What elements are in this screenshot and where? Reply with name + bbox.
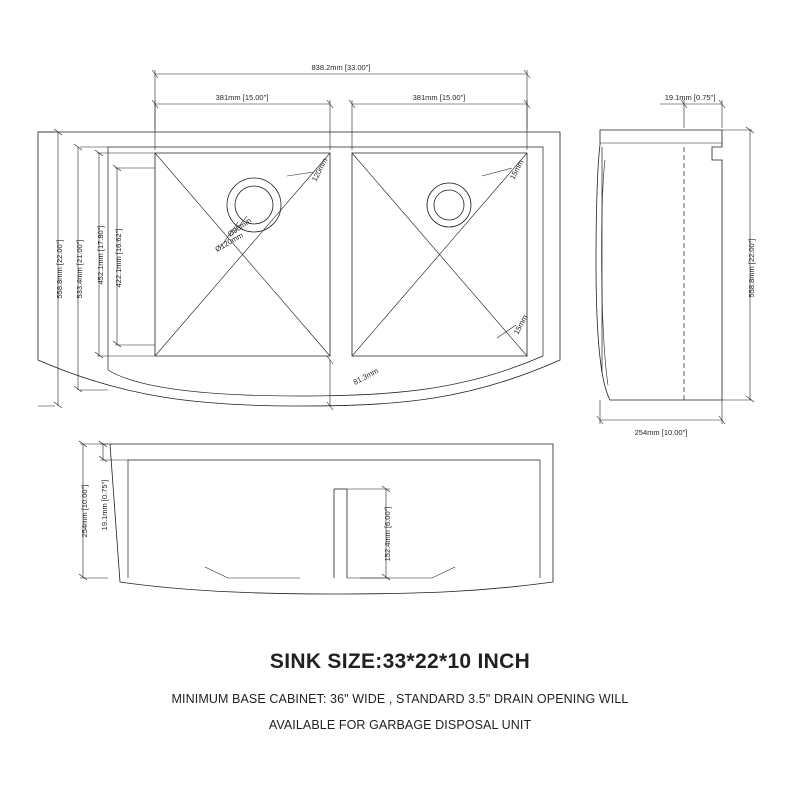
- dim-bowl-right-width: 381mm [15.00"]: [412, 93, 466, 102]
- dim-corner-radius-right-top: 15mm: [507, 158, 526, 181]
- dim-front-height: 254mm [10.00"]: [80, 484, 89, 538]
- side-view-dimensions: [597, 100, 754, 424]
- dim-corner-radius-right-bottom: 15mm: [511, 313, 530, 336]
- dimension-labels: [55, 63, 756, 561]
- caption-line-2: AVAILABLE FOR GARBAGE DISPOSAL UNIT: [268, 718, 532, 732]
- dim-overall-depth: 558.8mm [22.00"]: [55, 239, 64, 299]
- dim-front-rim-thickness: 19.1mm [0.75"]: [100, 479, 109, 531]
- caption-line-1: MINIMUM BASE CABINET: 36" WIDE , STANDARD 3.5" DRAIN OPENING WILL: [171, 692, 629, 706]
- dim-depth-4: 422.1mm [16.62"]: [114, 228, 123, 288]
- top-view-horizontal-dimensions: [152, 70, 530, 410]
- dim-divider-height: 152.4mm [6.00"]: [383, 506, 392, 562]
- dim-bowl-left-width: 381mm [15.00"]: [215, 93, 269, 102]
- dim-drain-outer: Ø120mm: [213, 230, 245, 254]
- dim-side-height: 558.8mm [22.00"]: [747, 238, 756, 298]
- dim-apron-curve: 81.3mm: [351, 366, 380, 387]
- caption-block: [0, 650, 800, 744]
- dim-overall-width: 838.2mm [33.00"]: [311, 63, 371, 72]
- dim-drain-inner: Ø90mm: [225, 215, 253, 239]
- dim-side-depth: 254mm [10.00"]: [634, 428, 688, 437]
- front-view-dimensions: [79, 441, 390, 580]
- front-view-outline: [110, 444, 553, 594]
- dim-depth-2: 533.4mm [21.00"]: [75, 239, 84, 299]
- side-view-outline: [596, 130, 722, 400]
- sink-size-title: SINK SIZE:33*22*10 INCH: [269, 650, 531, 673]
- dim-corner-radius-left: 120mm: [309, 156, 330, 183]
- dim-depth-3: 452.1mm [17.80"]: [96, 225, 105, 285]
- dim-side-top-thickness: 19.1mm [0.75"]: [664, 93, 716, 102]
